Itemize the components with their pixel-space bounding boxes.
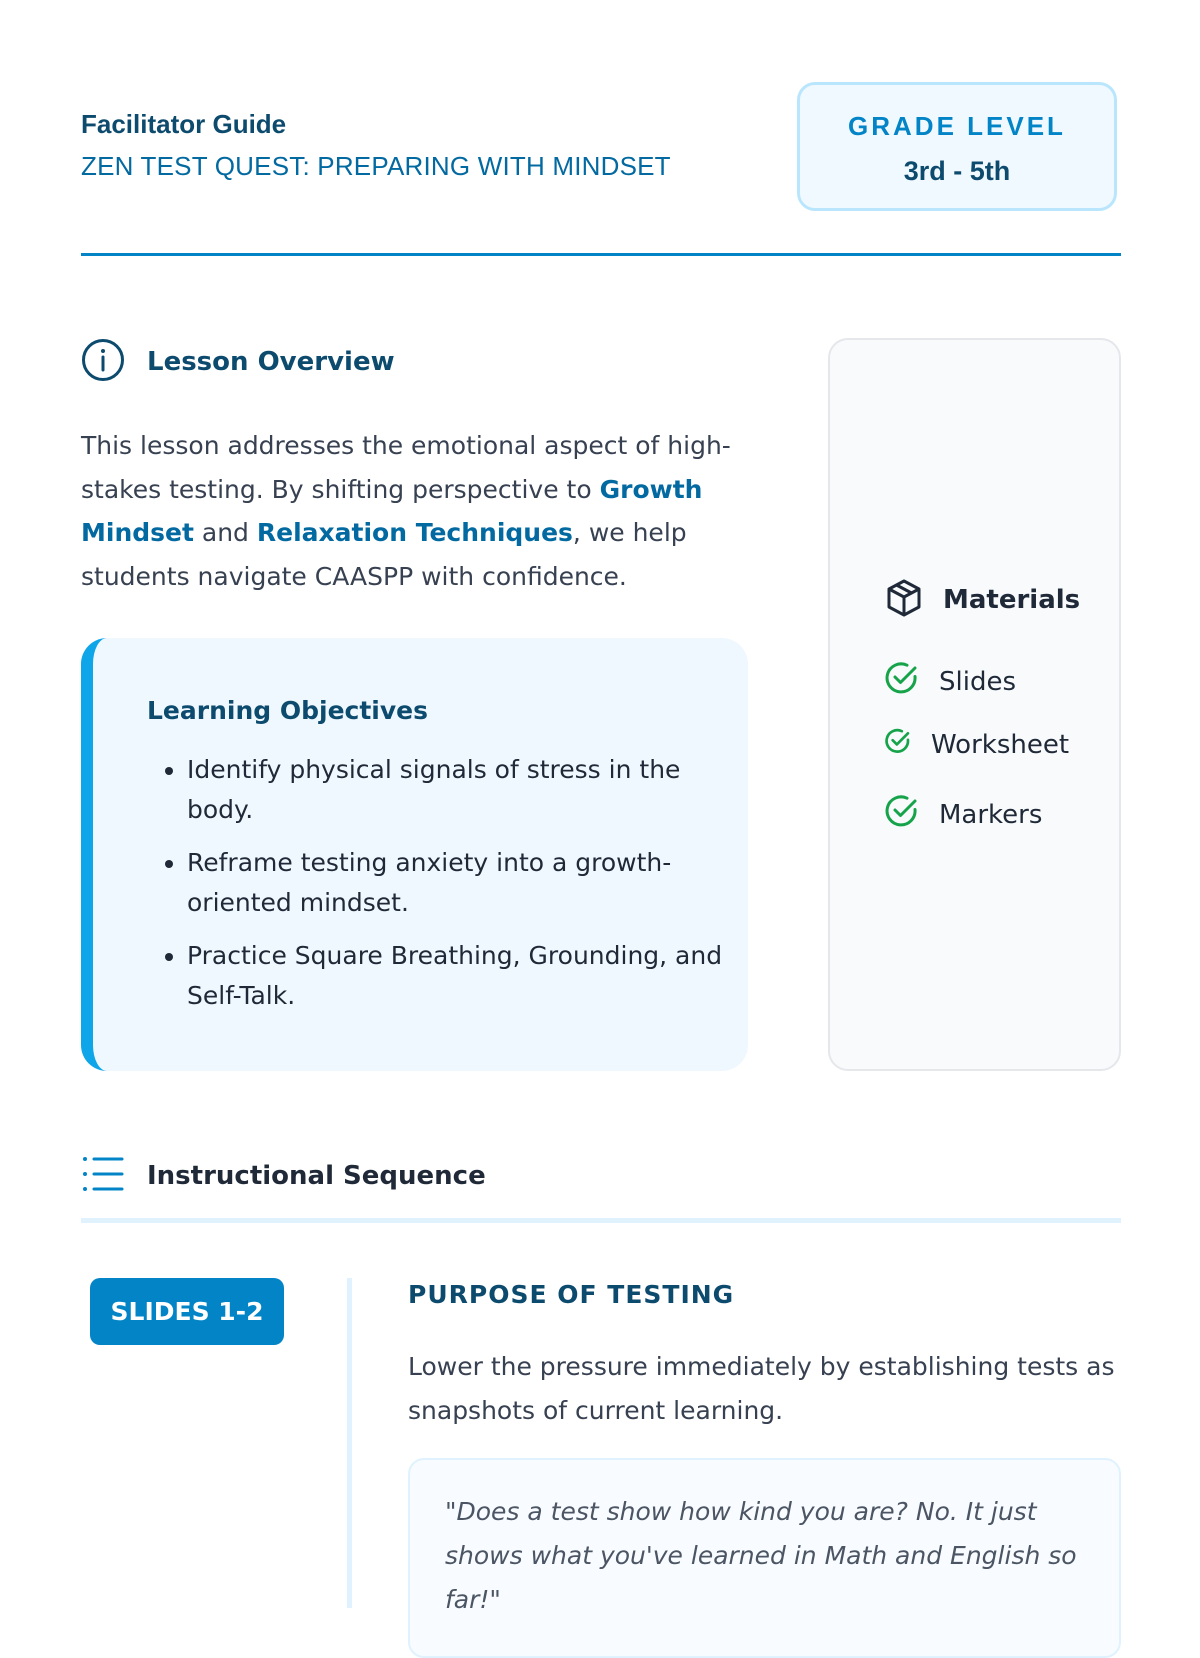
grade-level-badge — [797, 82, 1117, 211]
step-description: Lower the pressure immediately by establishing tests as snapshots of current learning. — [408, 1352, 1115, 1425]
objective-item: • Reframe testing anxiety into a growth-oriented mindset. — [187, 843, 747, 923]
header-divider — [81, 253, 1121, 256]
overview-text-1: This lesson addresses the emotional aspect of high-stakes testing. By shifting perspective to — [81, 431, 731, 504]
materials-heading — [885, 578, 1080, 622]
objective-item: • Identify physical signals of stress in the body. — [187, 750, 747, 830]
page-header — [81, 82, 1121, 257]
material-label: Slides — [939, 666, 1016, 697]
relaxation-highlight: Relaxation Techniques — [256, 518, 573, 547]
objective-item: • Practice Square Breathing, Grounding, and Self-Talk. — [187, 936, 747, 1016]
sequence-heading — [81, 1155, 486, 1197]
guide-label: Facilitator Guide — [81, 109, 287, 139]
info-icon — [81, 338, 125, 386]
slides-badge: SLIDES 1-2 — [90, 1278, 284, 1345]
material-item-worksheet — [885, 728, 1069, 761]
check-circle-icon — [885, 661, 919, 702]
materials-card — [828, 338, 1121, 1071]
overview-paragraph — [81, 424, 761, 598]
overview-text-3: , we help students navigate CAASPP with confidence. — [81, 518, 687, 591]
material-item-slides — [885, 661, 1016, 702]
sequence-title: Instructional Sequence — [147, 1161, 486, 1191]
quote-text: "Does a test show how kind you are? No. It just shows what you've learned in Math and English so far!" — [445, 1497, 1077, 1614]
timeline-line — [347, 1278, 352, 1608]
quote-box — [408, 1458, 1121, 1658]
grade-level-label: GRADE LEVEL — [848, 111, 1066, 141]
overview-title: Lesson Overview — [147, 347, 395, 377]
objectives-list — [147, 750, 747, 1029]
grade-level-value: 3rd - 5th — [903, 156, 1011, 186]
growth-mindset-highlight: Growth Mindset — [81, 474, 703, 547]
lesson-title: ZEN TEST QUEST: PREPARING WITH MINDSET — [81, 151, 671, 181]
materials-title: Materials — [943, 585, 1081, 615]
package-icon — [885, 578, 923, 622]
overview-text-2: and — [193, 518, 257, 547]
check-circle-icon — [885, 794, 919, 835]
material-label: Markers — [939, 799, 1043, 830]
material-item-markers — [885, 794, 1042, 835]
step-title: PURPOSE OF TESTING — [408, 1280, 735, 1309]
learning-objectives-card — [81, 638, 748, 1071]
check-circle-icon — [885, 728, 911, 761]
overview-heading — [81, 338, 395, 386]
material-label: Worksheet — [931, 729, 1070, 760]
objectives-title: Learning Objectives — [147, 696, 428, 725]
list-icon — [81, 1155, 125, 1197]
sequence-divider — [81, 1218, 1121, 1223]
